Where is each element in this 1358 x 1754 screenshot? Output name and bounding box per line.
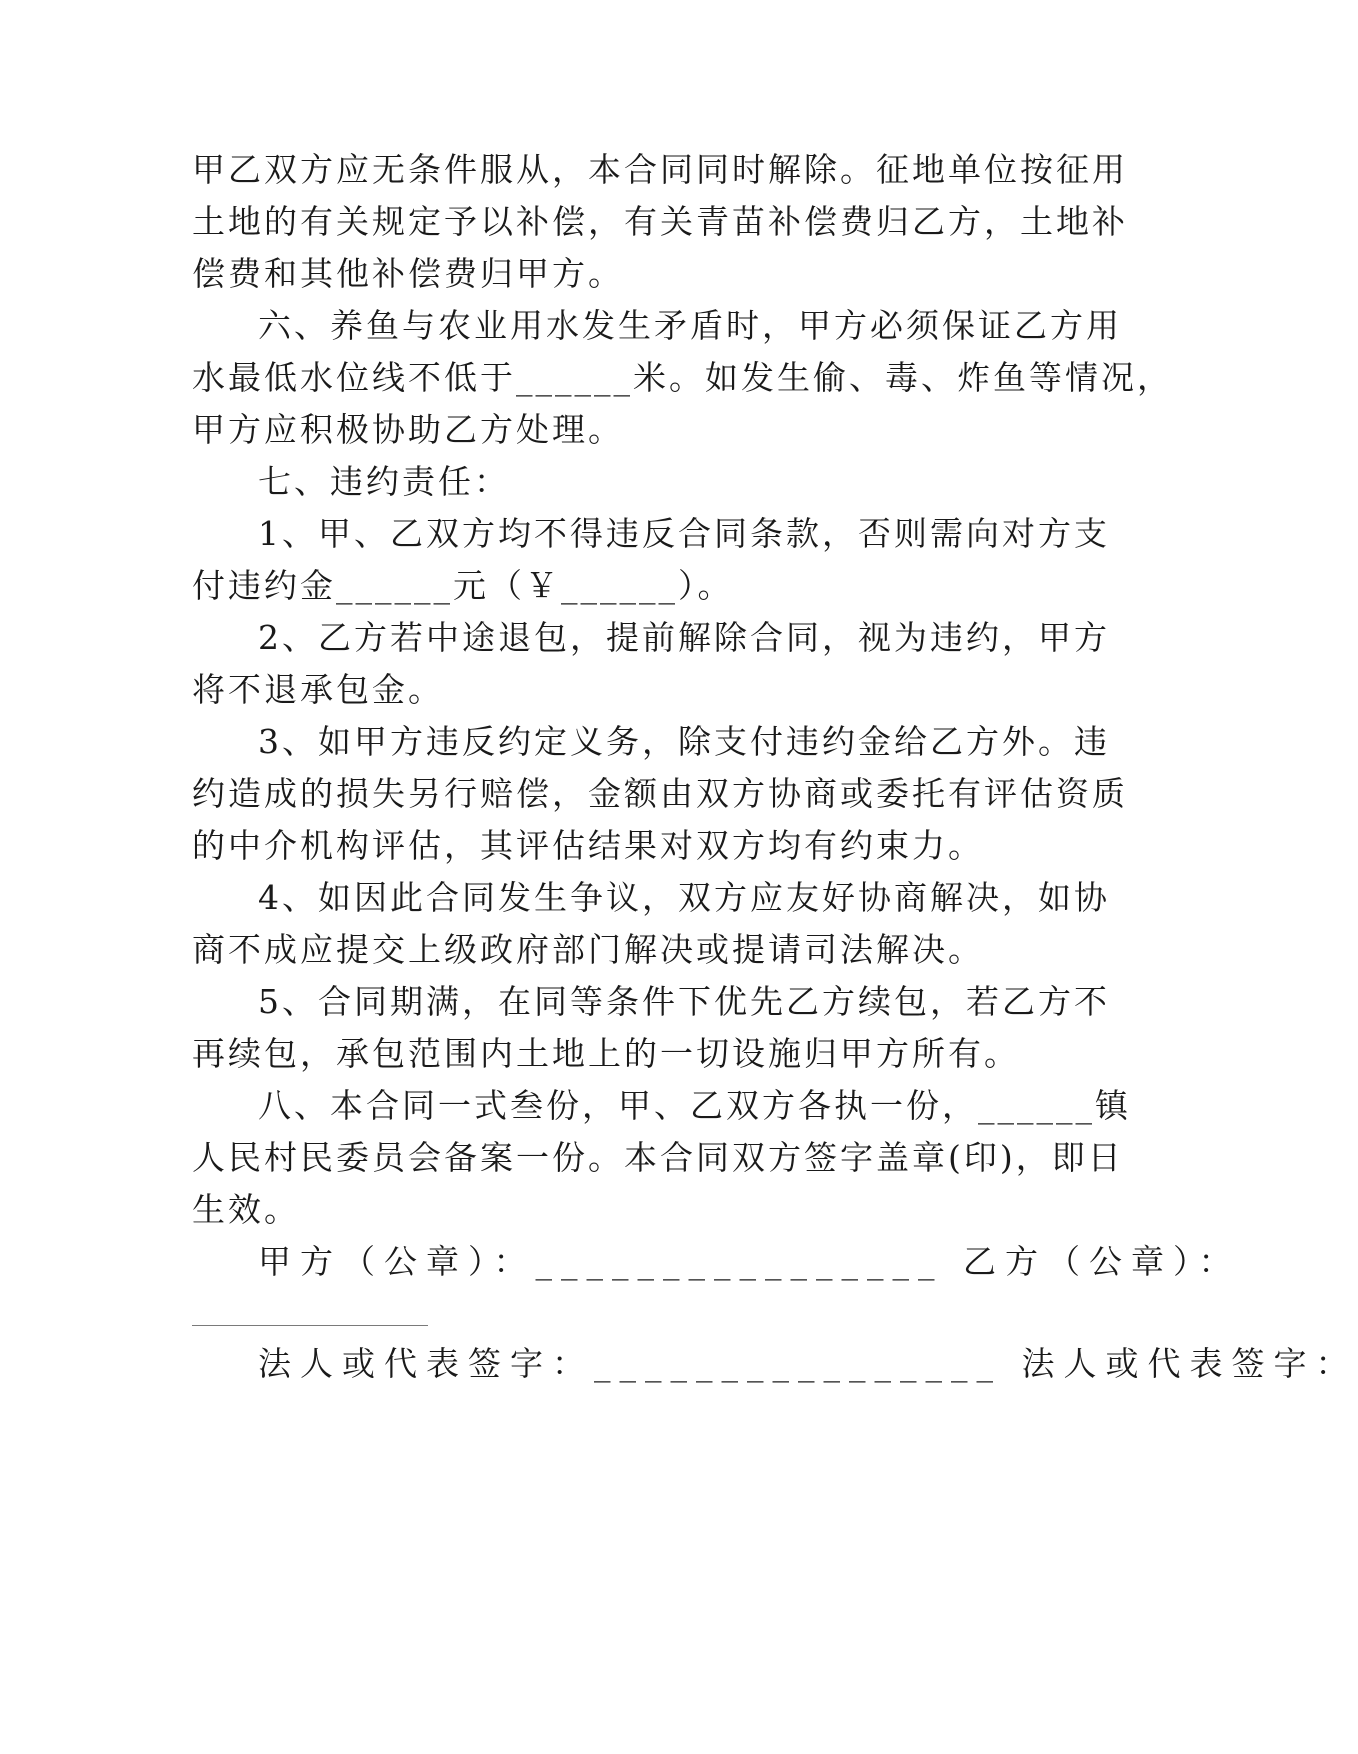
paragraph-line: 将不退承包金。 [192, 670, 444, 709]
paragraph-line: 甲方应积极协助乙方处理。 [192, 410, 624, 449]
paragraph-line: 1、甲、乙双方均不得违反合同条款，否则需向对方支 [258, 514, 1110, 553]
paragraph-line: 的中介机构评估，其评估结果对双方均有约束力。 [192, 826, 984, 865]
paragraph-line: 再续包，承包范围内土地上的一切设施归甲方所有。 [192, 1034, 1020, 1073]
signature-line-representatives: 法人或代表签字：________________ 法人或代表签字： [258, 1344, 1358, 1383]
paragraph-line: 商不成应提交上级政府部门解决或提请司法解决。 [192, 930, 984, 969]
signature-line-party-a-b: 甲方（公章）：________________ 乙方（公章）： [258, 1242, 1241, 1281]
paragraph-line: 甲乙双方应无条件服从，本合同同时解除。征地单位按征用 [192, 150, 1128, 189]
paragraph-line: 4、如因此合同发生争议，双方应友好协商解决，如协 [258, 878, 1110, 917]
paragraph-line: 水最低水位线不低于______米。如发生偷、毒、炸鱼等情况， [192, 358, 1173, 397]
paragraph-line: 偿费和其他补偿费归甲方。 [192, 254, 624, 293]
paragraph-line: 人民村民委员会备案一份。本合同双方签字盖章(印)，即日 [192, 1138, 1124, 1177]
paragraph-line: 付违约金______元（￥______）。 [192, 566, 734, 605]
paragraph-line: 2、乙方若中途退包，提前解除合同，视为违约，甲方 [258, 618, 1110, 657]
paragraph-line: 土地的有关规定予以补偿，有关青苗补偿费归乙方，土地补 [192, 202, 1128, 241]
paragraph-line: 生效。 [192, 1190, 300, 1229]
section-heading: 七、违约责任： [258, 462, 510, 501]
paragraph-line: 5、合同期满，在同等条件下优先乙方续包，若乙方不 [258, 982, 1110, 1021]
signature-underline [192, 1325, 428, 1326]
paragraph-line: 六、养鱼与农业用水发生矛盾时，甲方必须保证乙方用 [258, 306, 1122, 345]
paragraph-line: 约造成的损失另行赔偿，金额由双方协商或委托有评估资质 [192, 774, 1128, 813]
paragraph-line: 3、如甲方违反约定义务，除支付违约金给乙方外。违 [258, 722, 1110, 761]
paragraph-line: 八、本合同一式叁份，甲、乙双方各执一份，______镇 [258, 1086, 1131, 1125]
